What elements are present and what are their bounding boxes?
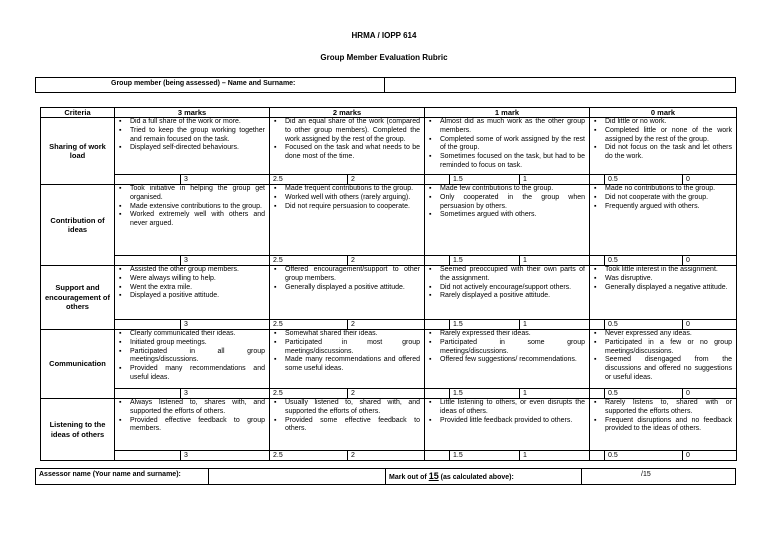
descriptor-item: ▪ Did not cooperate with the group. [605,194,732,203]
descriptor-item: ▪ Usually listened to, shared with, and supported the efforts of others. [285,399,420,417]
descriptor-item: ▪ Seemed disengaged from the discussions and offered no suggestions or useful ideas. [605,356,732,382]
score-option[interactable]: 0.5 [604,319,683,330]
descriptor-list [116,185,265,255]
score-option[interactable]: 1.5 [449,174,520,185]
descriptor-list [271,118,420,174]
score-option[interactable]: 0.5 [604,255,683,266]
descriptor-list [271,266,420,319]
score-option[interactable]: 3 [180,319,270,330]
score-option[interactable]: 1.5 [449,450,520,461]
descriptor-list [426,266,585,319]
criterion-cell: Contribution of ideas [40,184,115,266]
mark-suffix: /15 [641,471,651,478]
descriptor-list [591,118,732,174]
descriptor-item: ▪ Did a full share of the work or more. [130,118,265,127]
descriptor-item: ▪ Provided effective feedback to group members. [130,417,265,435]
descriptor-item: ▪ Did not require persuasion to cooperate. [285,203,420,212]
descriptor-item: ▪ Displayed self-directed behaviours. [130,144,265,153]
descriptor-item: ▪ Were always willing to help. [130,275,265,284]
column-header: 2 marks [269,107,425,118]
descriptor-item: ▪ Participated in some group meetings/discussions. [440,339,585,357]
document-subtitle: Group Member Evaluation Rubric [320,53,448,62]
descriptor-item: ▪ Participated in all group meetings/discussions. [130,348,265,366]
score-option[interactable]: 1 [519,174,590,185]
descriptor-list [116,330,265,388]
column-header: 3 marks [114,107,270,118]
assessor-label: Assessor name (Your name and surname): [39,471,181,478]
criterion-cell: Communication [40,329,115,399]
descriptor-item: ▪ Almost did as much work as the other group members. [440,118,585,136]
assessor-row [35,468,736,485]
score-option[interactable]: 3 [180,450,270,461]
descriptor-list [426,118,585,174]
score-option[interactable]: 0 [682,255,737,266]
score-option[interactable]: 3 [180,388,270,399]
descriptor-item: ▪ Provided many recommendations and useful ideas. [130,365,265,383]
score-option[interactable]: 0 [682,319,737,330]
descriptor-item: ▪ Generally displayed a positive attitude. [285,284,420,293]
score-option[interactable]: 2 [347,450,425,461]
descriptor-item: ▪ Always listened to, shares with, and supported the efforts of others. [130,399,265,417]
score-option[interactable]: 1.5 [449,388,520,399]
score-option[interactable]: 1.5 [449,319,520,330]
descriptor-item: ▪ Worked extremely well with others and never argued. [130,211,265,229]
descriptor-list [426,399,585,450]
descriptor-item: ▪ Rarely displayed a positive attitude. [440,292,585,301]
score-option[interactable]: 1 [519,388,590,399]
column-header: 0 mark [589,107,737,118]
descriptor-item: ▪ Focused on the task and what needs to be done most of the time. [285,144,420,162]
criterion-cell: Sharing of work load [40,117,115,185]
descriptor-item: ▪ Seemed preoccupied with their own parts of the assignment. [440,266,585,284]
score-option[interactable]: 2 [347,319,425,330]
mark-label: Mark out of 15 (as calculated above): [389,471,514,481]
descriptor-item: ▪ Assisted the other group members. [130,266,265,275]
descriptor-item: ▪ Took initiative in helping the group get organised. [130,185,265,203]
descriptor-item: ▪ Made frequent contributions to the group. [285,185,420,194]
descriptor-item: ▪ Worked well with others (rarely arguing). [285,194,420,203]
score-option[interactable]: 0.5 [604,174,683,185]
descriptor-item: ▪ Took little interest in the assignment. [605,266,732,275]
descriptor-item: ▪ Rarely listens to, shared with or supported the efforts others. [605,399,732,417]
descriptor-item: ▪ Frequent disruptions and no feedback provided to the ideas of others. [605,417,732,435]
score-option[interactable]: 0.5 [604,450,683,461]
score-option[interactable]: 2.5 [269,388,348,399]
score-option[interactable]: 1 [519,319,590,330]
descriptor-list [591,399,732,450]
descriptor-item: ▪ Did not actively encourage/support others. [440,284,585,293]
descriptor-item: ▪ Offered encouragement/support to other group members. [285,266,420,284]
descriptor-item: ▪ Participated in a few or no group meetings/discussions. [605,339,732,357]
score-option[interactable]: 2.5 [269,319,348,330]
descriptor-item: ▪ Made many recommendations and offered some useful ideas. [285,356,420,374]
score-option[interactable]: 0 [682,450,737,461]
descriptor-list [591,266,732,319]
descriptor-item: ▪ Completed some of work assigned by the rest of the group. [440,136,585,154]
descriptor-list [591,330,732,388]
descriptor-item: ▪ Did an equal share of the work (compared to other group members). Completed the work assigned by the rest of the group. [285,118,420,144]
descriptor-item: ▪ Displayed a positive attitude. [130,292,265,301]
descriptor-item: ▪ Completed little or none of the work assigned by the rest of the group. [605,127,732,145]
descriptor-item: ▪ Made extensive contributions to the group. [130,203,265,212]
score-option[interactable]: 1.5 [449,255,520,266]
descriptor-list [116,266,265,319]
criterion-cell: Listening to the ideas of others [40,398,115,461]
score-option[interactable]: 2 [347,388,425,399]
document-title: HRMA / IOPP 614 [351,31,417,40]
descriptor-list [116,399,265,450]
descriptor-item: ▪ Did not focus on the task and let others do the work. [605,144,732,162]
descriptor-list [116,118,265,174]
member-name-label: Group member (being assessed) – Name and Surname: [111,80,296,87]
descriptor-item: ▪ Made no contributions to the group. [605,185,732,194]
score-option[interactable]: 0 [682,174,737,185]
descriptor-item: ▪ Did little or no work. [605,118,732,127]
score-option[interactable]: 1 [519,450,590,461]
descriptor-list [426,185,585,255]
criterion-cell: Support and encouragement of others [40,265,115,330]
score-option[interactable]: 2.5 [269,255,348,266]
descriptor-item: ▪ Generally displayed a negative attitude. [605,284,732,293]
score-option[interactable]: 2 [347,255,425,266]
score-option[interactable]: 2 [347,174,425,185]
descriptor-list [271,185,420,255]
assessor-name-input[interactable] [210,469,384,484]
descriptor-item: ▪ Tried to keep the group working together and remain focused on the task. [130,127,265,145]
member-name-input[interactable] [386,78,736,92]
rubric-table [40,107,736,460]
score-option[interactable]: 3 [180,255,270,266]
descriptor-list [271,330,420,388]
descriptor-item: ▪ Rarely expressed their ideas. [440,330,585,339]
descriptor-item: ▪ Sometimes argued with others. [440,211,585,220]
score-option[interactable]: 0.5 [604,388,683,399]
descriptor-item: ▪ Only cooperated in the group when persuasion by others. [440,194,585,212]
descriptor-item: ▪ Participated in most group meetings/discussions. [285,339,420,357]
descriptor-item: ▪ Somewhat shared their ideas. [285,330,420,339]
score-option[interactable]: 2.5 [269,174,348,185]
descriptor-item: ▪ Clearly communicated their ideas. [130,330,265,339]
column-header: 1 mark [424,107,590,118]
descriptor-item: ▪ Went the extra mile. [130,284,265,293]
descriptor-item: ▪ Provided little feedback provided to others. [440,417,585,426]
descriptor-item: ▪ Never expressed any ideas. [605,330,732,339]
descriptor-item: ▪ Provided some effective feedback to others. [285,417,420,435]
score-option[interactable]: 3 [180,174,270,185]
descriptor-item: ▪ Was disruptive. [605,275,732,284]
score-option[interactable]: 0 [682,388,737,399]
descriptor-item: ▪ Sometimes focused on the task, but had to be reminded to focus on task. [440,153,585,171]
score-option[interactable]: 2.5 [269,450,348,461]
descriptor-item: ▪ Little listening to others, or even disrupts the ideas of others. [440,399,585,417]
descriptor-list [271,399,420,450]
column-header: Criteria [40,107,115,118]
descriptor-item: ▪ Initiated group meetings. [130,339,265,348]
descriptor-item: ▪ Made few contributions to the group. [440,185,585,194]
descriptor-item: ▪ Frequently argued with others. [605,203,732,212]
descriptor-item: ▪ Offered few suggestions/ recommendations. [440,356,585,365]
descriptor-list [426,330,585,388]
score-option[interactable]: 1 [519,255,590,266]
descriptor-list [591,185,732,255]
member-name-row [35,77,736,93]
mark-total: 15 [428,471,439,481]
